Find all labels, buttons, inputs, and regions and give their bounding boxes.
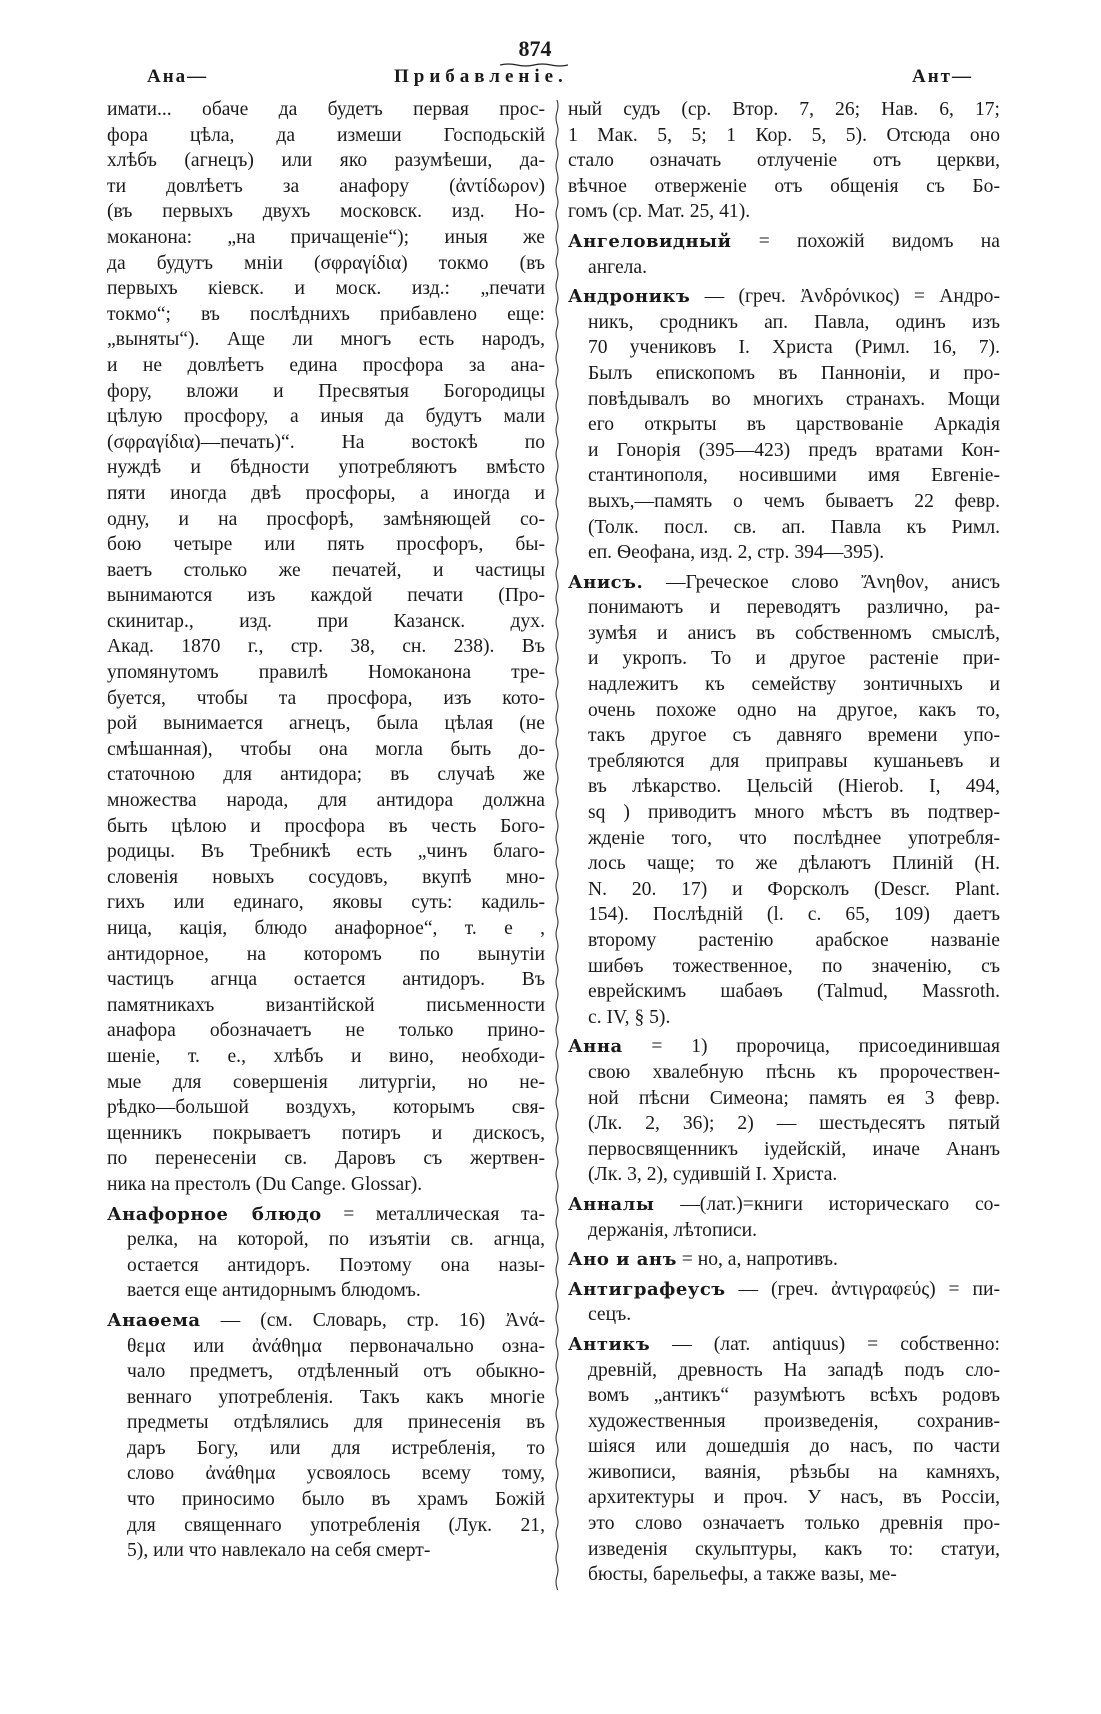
text-line: упомянутомъ правилѣ Номоканона тре-	[107, 662, 545, 684]
text-line: вынимаются изъ каждой печати (Про-	[107, 585, 545, 607]
entry-text-line: что приносимо было въ храмъ Божій	[127, 1489, 545, 1511]
right-entries	[568, 229, 1000, 1588]
entry-text-line: лось чаще; то же дѣлаютъ Плиній (H.	[588, 853, 1000, 875]
entry-headword: Ано и анъ	[568, 1249, 677, 1271]
text-line: токмо“; въ послѣднихъ прибавлено еще:	[107, 303, 545, 325]
entry-text-line: для священнаго употребленія (Лук. 21,	[127, 1514, 545, 1536]
entry-headword: Антикъ	[568, 1333, 651, 1355]
text-line: частицъ агнца остается антидоръ. Въ	[107, 969, 545, 991]
text-line: (σφραγίδια)—печать)“. На востокѣ по	[107, 431, 545, 453]
text-line: 1 Мак. 5, 5; 1 Кор. 5, 5). Отсюда оно	[568, 124, 1000, 146]
entry-text-line: 154). Послѣдній (l. c. 65, 109) даетъ	[588, 904, 1000, 926]
dictionary-entry	[568, 1192, 1000, 1243]
dictionary-entry	[568, 1332, 1000, 1588]
entry-text-line: и Гонорія (395—423) предъ вратами Кон-	[588, 439, 1000, 461]
entry-first-line	[107, 1202, 545, 1228]
entry-text-line: ангела.	[588, 256, 648, 278]
text-line: одну, и на просфорѣ, замѣняющей со-	[107, 508, 545, 530]
entry-text-line: N. 20. 17) и Форсколъ (Descr. Plant.	[588, 878, 1000, 900]
entry-definition-start: = 1) пророчица, присоединившая	[651, 1036, 1000, 1058]
text-line: фора цѣла, да измеши Господьскій	[107, 124, 545, 146]
entry-text-line: (Лк. 2, 36); 2) — шестьдесятъ пятый	[588, 1113, 1000, 1135]
dictionary-entry	[568, 284, 1000, 566]
entry-text-line: повѣдывалъ во многихъ странахъ. Мощи	[588, 388, 1000, 410]
entry-text-line: остается антидоръ. Поэтому она назы-	[127, 1254, 545, 1276]
dictionary-entry	[568, 1034, 1000, 1188]
running-head-right: Ант—	[912, 66, 974, 87]
left-column	[107, 97, 545, 1564]
entry-text-line: архитектуры и проч. У насъ, въ Россіи,	[588, 1487, 1000, 1509]
entry-definition-start: — (см. Словарь, стр. 16) Ἀνά-	[220, 1309, 545, 1331]
text-line: быть цѣлою и просфора въ честь Бого-	[107, 815, 545, 837]
entry-text-line: древній, древность На западѣ подъ сло-	[588, 1359, 1000, 1381]
text-line: шеніе, т. е., хлѣбъ и вино, необходи-	[107, 1045, 545, 1067]
entry-first-line	[568, 1277, 1000, 1303]
entry-text-line: второму растенію арабское названіе	[588, 930, 1000, 951]
entry-text-line: (Толк. посл. св. ап. Павла къ Римл.	[588, 516, 1000, 538]
text-line: ный судъ (ср. Втор. 7, 26; Нав. 6, 17;	[568, 99, 1000, 120]
entry-text-line: выхъ,—память о чемъ бываетъ 22 февр.	[588, 490, 1000, 512]
entry-definition-start: — (лат. antiquus) = собственно:	[672, 1333, 1000, 1355]
entry-text-line: стантинополя, носившими имя Евгеніе-	[588, 465, 1000, 487]
entry-text-line: c. IV, § 5).	[588, 1006, 671, 1028]
text-line: ница, кація, блюдо анафорное“, т. е ,	[107, 918, 545, 939]
text-line: вѣчное отверженіе отъ общенія съ Бо-	[568, 175, 1000, 197]
entry-text-line: такъ другое съ давняго времени упо-	[588, 725, 1000, 747]
entry-first-line	[568, 1332, 1000, 1358]
entry-text-line: сецъ.	[588, 1304, 632, 1326]
entry-text-line: живописи, ваянія, рѣзьбы на камняхъ,	[588, 1461, 1000, 1483]
entry-text-line: и укропъ. То и другое растеніе при-	[588, 648, 1000, 670]
entry-text-line: бюсты, барельефы, а также вазы, ме-	[588, 1564, 897, 1586]
entry-text-line: слово ἀνάθημα усвоялось всему тому,	[127, 1463, 545, 1485]
entry-text-line: θεμα или ἀνάθημα первоначально озна-	[127, 1335, 545, 1357]
entry-text-line: ной пѣсни Симеона; память ея 3 февр.	[588, 1087, 1000, 1109]
left-entries	[107, 1202, 545, 1564]
entry-first-line	[107, 1308, 545, 1334]
entry-first-line	[568, 229, 1000, 255]
text-line: гомъ (ср. Мат. 25, 41).	[568, 201, 751, 223]
entry-text-line: требляются для приправы кушаньевъ и	[588, 750, 1000, 772]
entry-text-line: еп. Ѳеофана, изд. 2, стр. 394—395).	[588, 542, 885, 564]
dictionary-entry	[568, 229, 1000, 280]
entry-headword: Ангеловидный	[568, 230, 732, 252]
entry-text-line: 70 учениковъ I. Христа (Римл. 16, 7).	[588, 337, 1000, 359]
text-line: нуждѣ и бѣдности употребляютъ вмѣсто	[107, 457, 545, 479]
text-line: множества народа, для антидора должна	[107, 790, 545, 812]
entry-text-line: первосвященникъ іудейскій, иначе Ананъ	[588, 1138, 1000, 1160]
entry-text-line: даръ Богу, или для истребленія, то	[127, 1437, 545, 1459]
left-continuation	[107, 97, 545, 1198]
text-line: хлѣбъ (агнецъ) или яко разумѣеши, да-	[107, 150, 545, 172]
text-line: гихъ или единаго, яковы суть: кадиль-	[107, 892, 545, 914]
column-divider	[553, 100, 561, 1590]
entry-first-line	[568, 570, 1000, 596]
entry-definition-start: —Греческое слово Ἄνηθον, анисъ	[665, 571, 1000, 593]
text-line: стало означать отлученіе отъ церкви,	[568, 150, 1000, 172]
entry-text-line: жденіе того, что послѣднее употребля-	[588, 827, 1000, 849]
entry-text-line: художественныя произведенія, сохранив-	[588, 1410, 1000, 1432]
text-line: пяти иногда двѣ просфоры, а иногда и	[107, 482, 545, 504]
entry-text-line: свою хвалебную пѣснь къ пророчествен-	[588, 1061, 1000, 1083]
entry-text-line: никъ, сродникъ ап. Павла, одинъ изъ	[588, 311, 1000, 333]
entry-first-line	[568, 284, 1000, 310]
entry-definition-start: — (греч. ἀντιγραφεύς) = пи-	[738, 1278, 1000, 1300]
text-line: да будутъ мніи (σφραγίδια) токмо (въ	[107, 252, 545, 274]
entry-headword: Анафорное блюдо	[107, 1203, 322, 1225]
text-line: смѣшанная), чтобы она могла быть до-	[107, 738, 545, 760]
entry-headword: Антиграфеусъ	[568, 1278, 726, 1300]
text-line: родицы. Въ Требникѣ есть „чинъ благо-	[107, 841, 545, 863]
entry-text-line: вомъ „антикъ“ разумѣютъ всѣхъ родовъ	[588, 1385, 1000, 1407]
entry-definition-start: — (греч. Ἀνδρόνικος) = Андро-	[704, 286, 1000, 308]
entry-text-line: изведенія скульптуры, какъ то: статуи,	[588, 1538, 1000, 1560]
text-line: бою четыре или пять просфоръ, бы-	[107, 534, 545, 556]
entry-definition-start: —(лат.)=книги историческаго со-	[680, 1193, 1000, 1215]
text-line: мые для совершенія литургіи, но не-	[107, 1071, 545, 1093]
entry-text-line: понимаютъ и переводятъ различно, ра-	[588, 597, 1000, 619]
entry-headword: Анисъ.	[568, 571, 644, 593]
entry-text-line: предметы отдѣлялись для принесенія въ	[127, 1412, 545, 1434]
entry-text-line: Былъ епископомъ въ Панноніи, и про-	[588, 362, 1000, 384]
entry-headword: Анна	[568, 1036, 623, 1058]
text-line: имати... обаче да будетъ первая прос-	[107, 99, 545, 120]
text-line: антидорное, на которомъ по вынутіи	[107, 943, 545, 965]
text-line: моканона: „на причащеніе“); иныя же	[107, 226, 545, 248]
entry-text-line: еврейскимъ шабаѳъ (Talmud, Massroth.	[588, 981, 1000, 1003]
text-line: памятникахъ византійской письменности	[107, 994, 545, 1016]
dictionary-entry	[107, 1202, 545, 1304]
text-line: (въ первыхъ двухъ московск. изд. Но-	[107, 201, 545, 223]
text-line: рой вынимается агнецъ, была цѣлая (не	[107, 713, 545, 735]
entry-text-line: держанія, лѣтописи.	[588, 1219, 758, 1241]
entry-text-line: 5), или что навлекало на себя смерт-	[127, 1540, 431, 1562]
entry-text-line: шіяся или дошедшія до насъ, по части	[588, 1436, 1000, 1458]
entry-text-line: это слово означаетъ только древнія про-	[588, 1513, 1000, 1535]
text-line: Акад. 1870 г., стр. 38, сн. 238). Въ	[107, 636, 545, 658]
entry-definition-start: = но, а, напротивъ.	[681, 1249, 838, 1271]
entry-definition-start: = металлическая та-	[343, 1203, 545, 1225]
entry-text-line: чало предметъ, отдѣленный отъ обыкно-	[127, 1361, 545, 1383]
entry-headword: Анаѳема	[107, 1309, 201, 1331]
entry-first-line	[568, 1247, 1000, 1273]
text-line: буется, чтобы та просфора, изъ кото-	[107, 687, 545, 709]
right-column	[568, 97, 1000, 1588]
entry-headword: Андроникъ	[568, 286, 691, 308]
text-line: анафора обозначаетъ не только прино-	[107, 1020, 545, 1042]
entry-headword: Анналы	[568, 1193, 655, 1215]
text-line: щенникъ покрываетъ потиръ и дискосъ,	[107, 1122, 545, 1144]
entry-text-line: sq ) приводитъ много мѣстъ въ подтвер-	[588, 802, 1000, 824]
entry-text-line: шибѳъ тожественное, по значенію, съ	[588, 955, 1000, 977]
entry-text-line: веннаго употребленія. Такъ какъ многіе	[127, 1386, 545, 1408]
page-number: 874	[518, 36, 552, 61]
text-line: первыхъ кіевск. и моск. изд.: „печати	[107, 278, 545, 300]
dictionary-entry	[568, 570, 1000, 1031]
text-line: ника на престолъ (Du Cange. Glossar).	[107, 1173, 423, 1195]
entry-text-line: зумѣя и анисъ въ собственномъ смыслѣ,	[588, 622, 1000, 644]
text-line: рѣдко—большой воздухъ, которымъ свя-	[107, 1097, 545, 1119]
text-line: „выняты“). Аще ли многъ есть народъ,	[107, 329, 545, 351]
text-line: ти довлѣетъ за анафору (ἀντίδωρον)	[107, 175, 545, 197]
text-line: по перенесеніи св. Даровъ съ жертвен-	[107, 1148, 545, 1170]
entry-text-line: вается еще антидорнымъ блюдомъ.	[127, 1280, 421, 1302]
right-continuation	[568, 97, 1000, 225]
entry-text-line: (Лк. 3, 2), судившій I. Христа.	[588, 1164, 838, 1186]
running-head-center: Прибавленіе.	[394, 66, 568, 87]
dictionary-entry	[568, 1277, 1000, 1328]
dictionary-entry	[568, 1247, 1000, 1273]
text-line: словенія новыхъ сосудовъ, вкупѣ мно-	[107, 866, 545, 888]
entry-text-line: въ лѣкарство. Цельсій (Hierob. I, 494,	[588, 776, 1000, 798]
text-line: цѣлую просфору, а иныя да будутъ мали	[107, 406, 545, 428]
text-line: ваетъ столько же печатей, и частицы	[107, 559, 545, 581]
text-line: фору, вложи и Пресвятыя Богородицы	[107, 380, 545, 402]
dictionary-entry	[107, 1308, 545, 1564]
entry-first-line	[568, 1034, 1000, 1060]
entry-definition-start: = похожій видомъ на	[758, 230, 1000, 252]
entry-text-line: релка, на которой, по изъятіи св. агнца,	[127, 1229, 545, 1251]
text-line: и не довлѣетъ едина просфора за ана-	[107, 354, 545, 376]
text-line: статочною для антидора; въ случаѣ же	[107, 764, 545, 786]
entry-text-line: надлежитъ къ семейству зонтичныхъ и	[588, 674, 1000, 696]
text-line: скинитар., изд. при Казанск. дух.	[107, 610, 545, 632]
running-head-left: Ана—	[147, 66, 209, 87]
entry-first-line	[568, 1192, 1000, 1218]
entry-text-line: очень похоже одно на другое, какъ то,	[588, 699, 1000, 721]
entry-text-line: его открыты въ царствованіе Аркадія	[588, 414, 1000, 436]
